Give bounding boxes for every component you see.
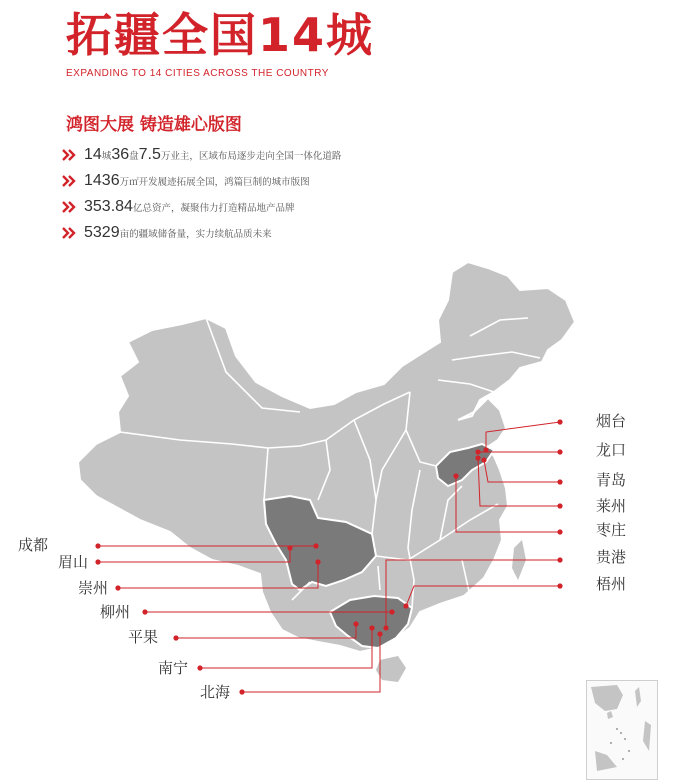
- label-dot: [115, 585, 120, 590]
- stat-number: 353.84: [84, 198, 133, 215]
- label-dot: [95, 559, 100, 564]
- stat-number: 1436: [84, 172, 120, 189]
- city-label: 莱州: [596, 497, 627, 515]
- stat-text: 盘: [129, 151, 139, 162]
- label-dot: [173, 635, 178, 640]
- label-dot: [95, 543, 100, 548]
- city-dot: [287, 545, 292, 550]
- label-dot: [557, 583, 562, 588]
- label-dot: [142, 609, 147, 614]
- city-dot: [383, 625, 388, 630]
- city-label: 枣庄: [596, 521, 627, 539]
- city-dot: [369, 625, 374, 630]
- city-label: 烟台: [596, 412, 627, 430]
- city-label: 平果: [128, 628, 159, 646]
- stat-text: 城: [101, 151, 112, 162]
- stat-text: 万业主，区域布局逐步走向全国一体化道路: [160, 151, 342, 162]
- label-dot: [557, 419, 562, 424]
- city-dot: [315, 559, 320, 564]
- city-label: 贵港: [596, 548, 627, 566]
- city-dot: [353, 621, 358, 626]
- city-dot: [389, 609, 394, 614]
- label-dot: [557, 479, 562, 484]
- slogan: 鸿图大展 铸造雄心版图: [66, 115, 242, 135]
- stat-text: 亿总资产，凝聚伟力打造精品地产品牌: [132, 203, 295, 214]
- city-dot: [481, 457, 486, 462]
- city-dot: [475, 449, 480, 454]
- city-label: 成都: [18, 536, 49, 554]
- city-label: 梧州: [596, 575, 627, 593]
- city-label: 青岛: [596, 471, 627, 489]
- label-dot: [239, 689, 244, 694]
- city-dot: [453, 473, 458, 478]
- label-dot: [557, 557, 562, 562]
- label-dot: [557, 503, 562, 508]
- label-dot: [557, 529, 562, 534]
- city-label: 北海: [200, 683, 231, 701]
- stat-number: 7.5: [138, 146, 161, 163]
- page-subtitle: EXPANDING TO 14 CITIES ACROSS THE COUNTRY: [66, 68, 329, 79]
- city-dot: [475, 455, 480, 460]
- city-marker: [475, 441, 626, 459]
- city-dot: [313, 543, 318, 548]
- city-label: 龙口: [596, 441, 627, 459]
- city-dot: [403, 603, 408, 608]
- stat-number: 5329: [84, 224, 120, 241]
- city-label: 崇州: [78, 579, 109, 597]
- city-label: 柳州: [100, 603, 131, 621]
- city-label: 南宁: [158, 659, 189, 677]
- stat-number: 14: [84, 146, 102, 163]
- stat-text: 万㎡开发履迹拓展全国，鸿篇巨制的城市版图: [119, 177, 310, 188]
- inset-map: [587, 681, 657, 779]
- stat-text: 亩的疆域储备量，实力续航品质未来: [119, 229, 272, 240]
- label-dot: [197, 665, 202, 670]
- page-title: 拓疆全国14城: [66, 8, 375, 62]
- city-label: 眉山: [58, 553, 89, 571]
- south-china-sea-inset: [586, 680, 658, 780]
- stat-number: 36: [111, 146, 130, 163]
- label-dot: [557, 449, 562, 454]
- city-dot: [377, 631, 382, 636]
